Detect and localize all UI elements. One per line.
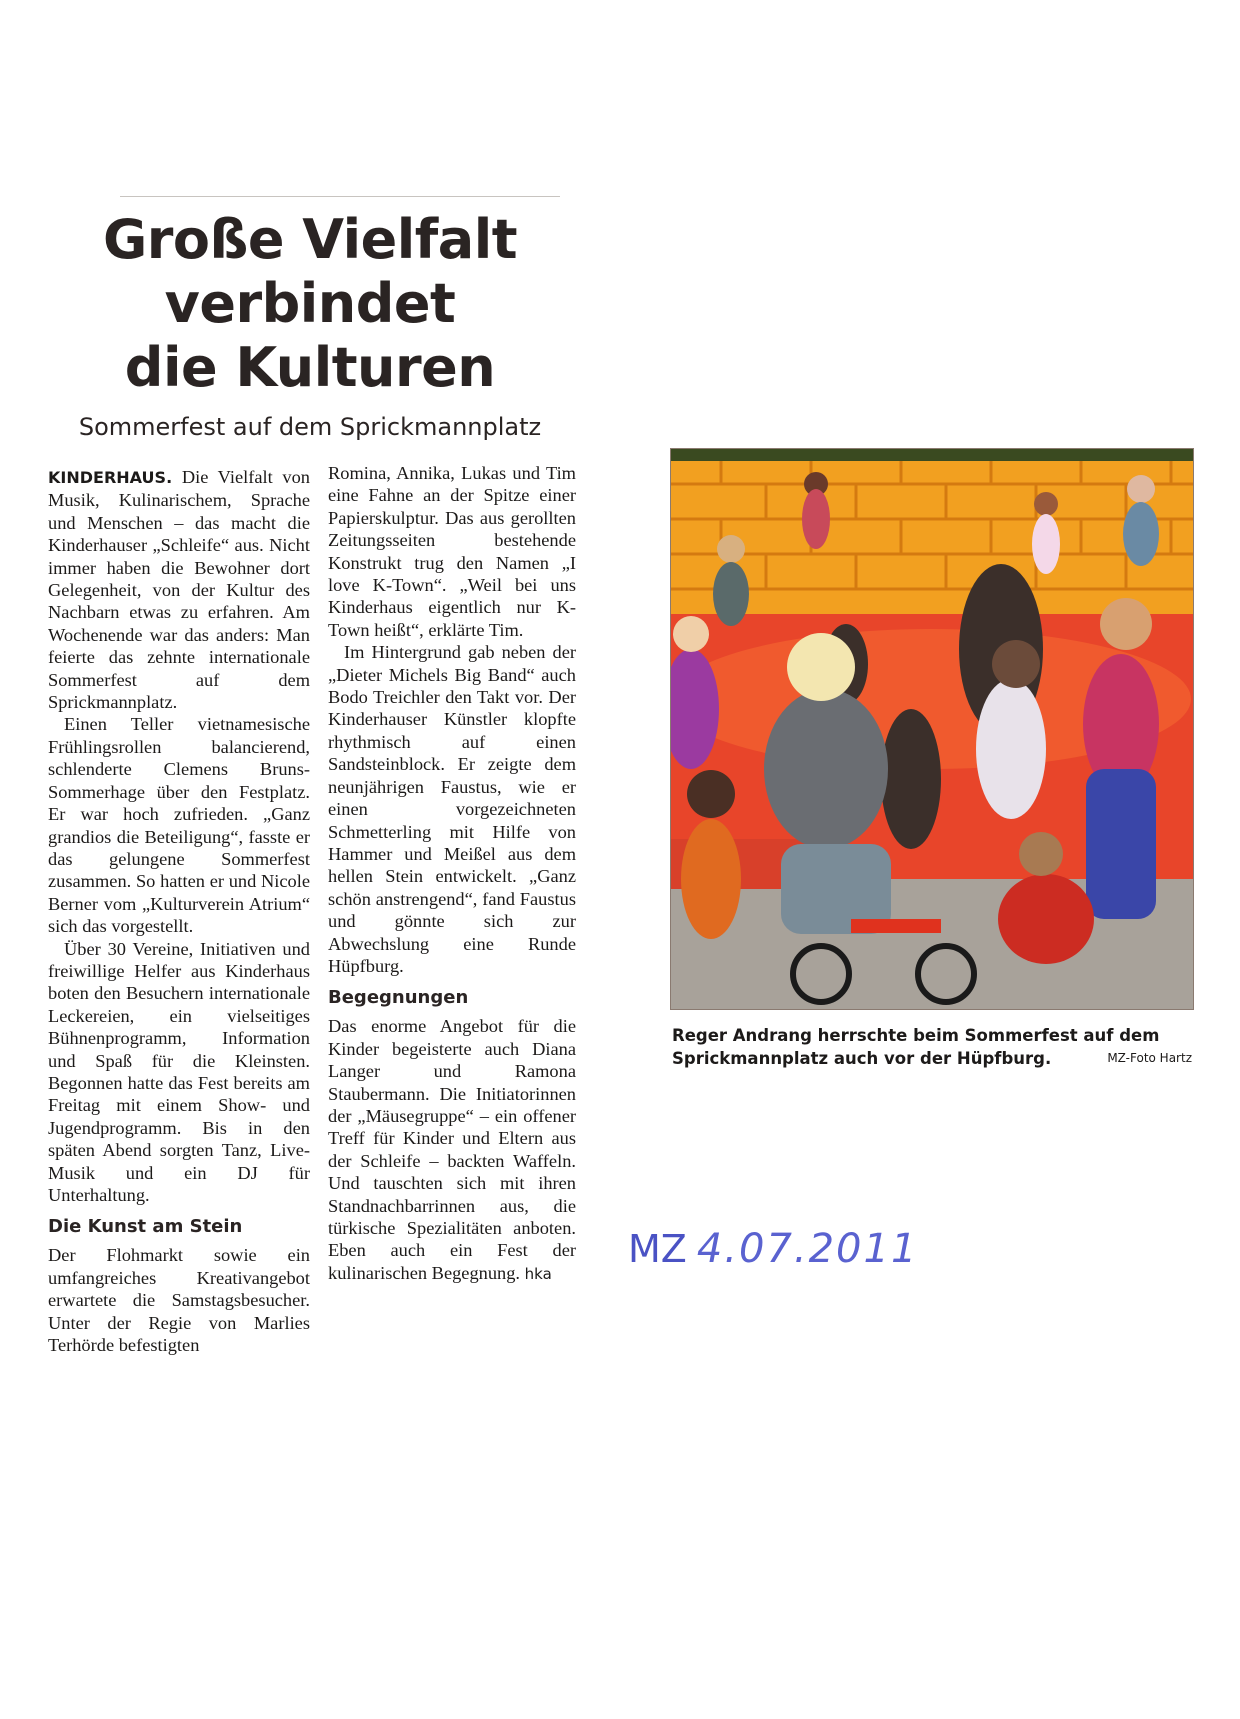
caption-text: Reger Andrang herrschte beim Sommerfest auf dem Sprickmannplatz auch vor der Hüpfburg. — [672, 1026, 1160, 1068]
section-heading: Begegnungen — [328, 987, 469, 1009]
paragraph: Im Hintergrund gab neben der „Dieter Michels Big Band“ auch Bodo Treichler den Takt vor. Der Kinderhauser Künstler klopfte rhythmisch auf einen Sandsteinblock. Er zeigte dem neunjährigen Faustus, wie er einen vorgezeichneten Schmetterling mit Hilfe von Hammer und Meißel aus dem hellen Stein entwickelt. „Ganz schön anstrengend“, fand Faustus und gönnte sich zur Abwechslung eine Runde Hüpfburg. — [328, 642, 576, 976]
article-subheadline: Sommerfest auf dem Sprickmannplatz — [78, 413, 542, 441]
headline-line-1: Große Vielfalt — [102, 208, 518, 271]
paragraph: Einen Teller vietnamesische Frühlingsrollen balancierend, schlenderte Clemens Bruns-Sommerhage über den Festplatz. Er war hoch zufrieden. „Ganz grandios die Beteiligung“, fasste er das gelungene Sommerfest zusammen. So hatten er und Nicole Berner vom „Kulturverein Atrium“ sich das vorgestellt. — [48, 714, 310, 937]
headline-line-2: verbindet — [164, 272, 456, 335]
photo-caption — [672, 1024, 1192, 1070]
paragraph-text: Das enorme Angebot für die Kinder begeisterte auch Diana Langer und Ramona Staubermann. Die Initiatorinnen der „Mäusegruppe“ – ein offener Treff für Kinder und Eltern aus der Schleife – backten Waffeln. Und tauschten sich mit ihren Standnachbarrinnen aus, die türkische Spezialitäten anboten. Eben auch ein Fest der kulinarischen Begegnung. — [328, 1016, 576, 1283]
author-initials: hka — [524, 1264, 552, 1283]
paragraph — [328, 1015, 576, 1285]
paragraph-text: Die Vielfalt von Musik, Kulinarischem, Sprache und Menschen – das macht die Kinderhauser „Schleife“ aus. Nicht immer haben die Bewohner dort Gelegenheit, von der Kultur des Nachbarn etwas zu erfahren. Am Wochenende war das anders: Man feierte das zehnte internationale Sommerfest auf dem Sprickmannplatz. — [48, 467, 310, 713]
article-headline — [60, 208, 560, 400]
paragraph: Romina, Annika, Lukas und Tim eine Fahne an der Spitze einer Papierskulptur. Das aus gerollten Zeitungsseiten bestehende Konstrukt trug den Namen „I love K-Town“. „Weil bei uns Kinderhaus eigentlich nur K-Town heißt“, erklärte Tim. — [328, 463, 576, 640]
paragraph: Der Flohmarkt sowie ein umfangreiches Kreativangebot erwartete die Samstagsbesucher. Unter der Regie von Marlies Terhörde befestigten — [48, 1245, 310, 1356]
top-rule — [120, 196, 560, 197]
paragraph: Über 30 Vereine, Initiativen und freiwillige Helfer aus Kinderhaus boten den Besuchern internationale Leckereien, ein vielseitiges Bühnenprogramm, Information und Spaß für die Kleinsten. Begonnen hatte das Fest bereits am Freitag mit einem Show- und Jugendprogramm. Bis in den späten Abend sorgten Tanz, Live-Musik und ein DJ für Unterhaltung. — [48, 938, 310, 1205]
bouncy-castle-photo — [671, 449, 1193, 1009]
section-heading: Die Kunst am Stein — [48, 1216, 243, 1238]
stamp-date: 4.07.2011 — [696, 1226, 919, 1272]
dateline: KINDERHAUS. — [48, 468, 173, 487]
handwritten-date-stamp — [628, 1226, 918, 1272]
paragraph — [48, 466, 310, 713]
article-photo — [670, 448, 1194, 1010]
text-column-1 — [48, 466, 310, 1356]
photo-credit: MZ-Foto Hartz — [1107, 1051, 1192, 1065]
stamp-source: MZ — [628, 1227, 687, 1271]
headline-line-3: die Kulturen — [124, 336, 496, 399]
text-column-2 — [328, 462, 576, 1285]
